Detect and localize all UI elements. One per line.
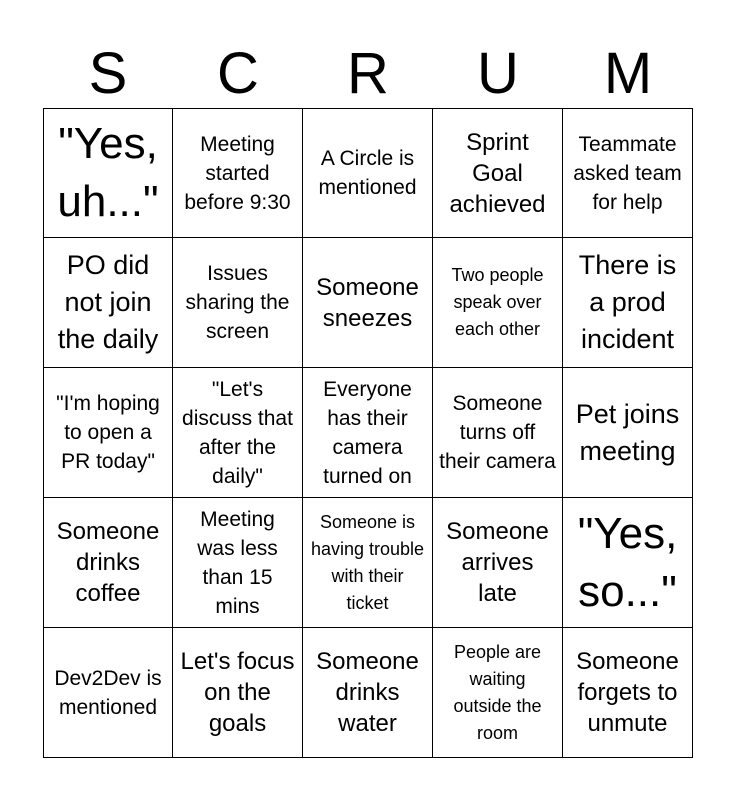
bingo-cell-r2-c2[interactable] (173, 238, 303, 368)
bingo-cell-r3-c4[interactable] (433, 368, 563, 498)
bingo-cell-r3-c1[interactable] (43, 368, 173, 498)
bingo-cell-r5-c1[interactable] (43, 628, 173, 758)
bingo-cell-text: "I'm hoping to open a PR today" (56, 392, 160, 473)
bingo-cell-r5-c3[interactable] (303, 628, 433, 758)
bingo-cell-text: "Yes, so..." (577, 508, 678, 616)
header-letter-u: U (477, 41, 519, 106)
bingo-cell-r2-c5[interactable] (563, 238, 693, 368)
bingo-cell-text: There is a prod incident (578, 250, 677, 354)
bingo-cell-r1-c4[interactable] (433, 108, 563, 238)
bingo-cell-text: A Circle is mentioned (318, 147, 417, 199)
bingo-cell-r1-c3[interactable] (303, 108, 433, 238)
bingo-cell-r2-c3[interactable] (303, 238, 433, 368)
bingo-cell-text: Someone is having trouble with their ticket (310, 511, 425, 613)
header-letter-c: C (217, 41, 259, 106)
bingo-cell-text: Someone sneezes (316, 273, 419, 332)
bingo-cell-r2-c4[interactable] (433, 238, 563, 368)
bingo-cell-text: Someone arrives late (446, 518, 549, 607)
bingo-cell-text: Someone forgets to unmute (576, 648, 679, 737)
bingo-cell-r5-c4[interactable] (433, 628, 563, 758)
bingo-cell-r3-c5[interactable] (563, 368, 693, 498)
bingo-cell-text: PO did not join the daily (57, 250, 159, 354)
bingo-cell-r4-c2[interactable] (173, 498, 303, 628)
bingo-cell-r1-c2[interactable] (173, 108, 303, 238)
bingo-cell-text: Issues sharing the screen (185, 262, 290, 343)
bingo-cell-text: Meeting was less than 15 mins (197, 507, 278, 618)
bingo-cell-text: Someone turns off their camera (439, 392, 556, 473)
bingo-cell-text: "Yes, uh..." (57, 119, 159, 226)
bingo-cell-text: Let's focus on the goals (180, 648, 295, 737)
bingo-cell-text: Teammate asked team for help (573, 132, 682, 214)
bingo-cell-r4-c1[interactable] (43, 498, 173, 628)
bingo-cell-r5-c2[interactable] (173, 628, 303, 758)
bingo-cell-text: "Let's discuss that after the daily" (182, 377, 293, 488)
header-letter-s: S (88, 41, 128, 106)
bingo-cell-r3-c3[interactable] (303, 368, 433, 498)
bingo-cell-text: Everyone has their camera turned on (323, 377, 412, 488)
bingo-cell-r1-c5[interactable] (563, 108, 693, 238)
bingo-cell-r4-c5[interactable] (563, 498, 693, 628)
bingo-cell-text: Dev2Dev is mentioned (54, 666, 162, 719)
bingo-cell-text: Pet joins meeting (575, 398, 680, 466)
bingo-board (43, 108, 693, 758)
header-letter-r: R (347, 41, 389, 106)
bingo-cell-text: Two people speak over each other (451, 265, 544, 339)
bingo-cell-r1-c1[interactable] (43, 108, 173, 238)
bingo-cell-r4-c3[interactable] (303, 498, 433, 628)
bingo-cell-r5-c5[interactable] (563, 628, 693, 758)
bingo-cell-text: Sprint Goal achieved (449, 128, 546, 218)
bingo-header (43, 40, 693, 108)
bingo-cell-r4-c4[interactable] (433, 498, 563, 628)
bingo-cell-text: Meeting started before 9:30 (184, 132, 291, 214)
bingo-cell-text: Someone drinks coffee (56, 518, 160, 607)
header-letter-m: M (603, 41, 653, 106)
bingo-cell-text: Someone drinks water (316, 648, 419, 737)
bingo-cell-text: People are waiting outside the room (453, 641, 542, 743)
bingo-cell-r2-c1[interactable] (43, 238, 173, 368)
bingo-cell-r3-c2[interactable] (173, 368, 303, 498)
